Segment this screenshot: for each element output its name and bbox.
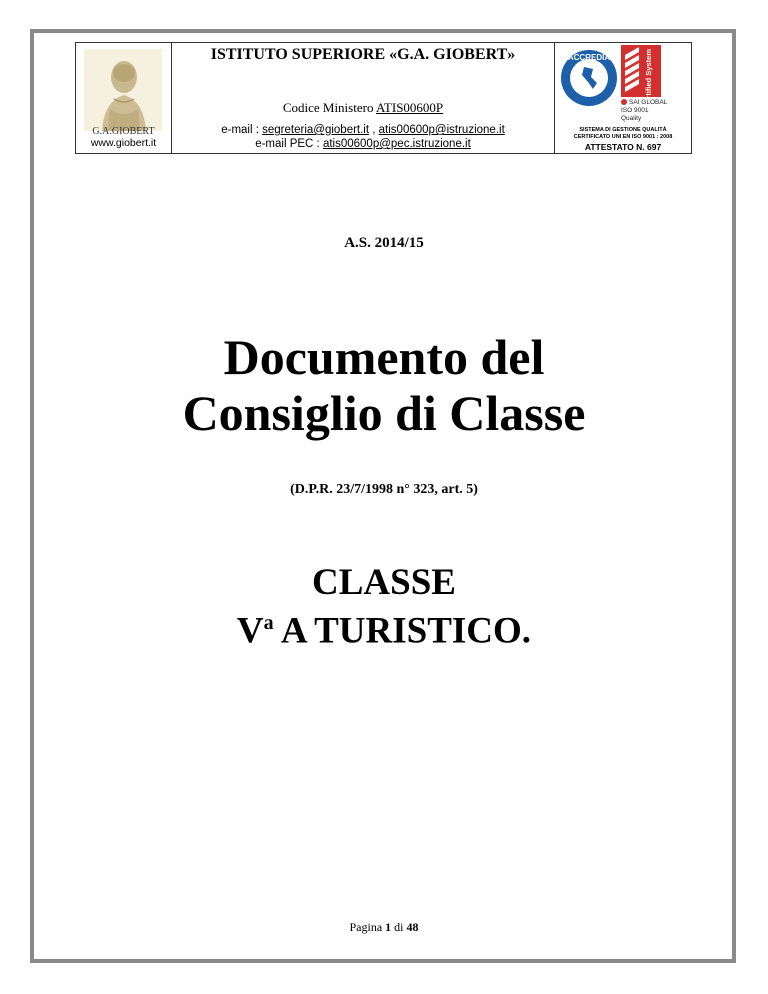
- certified-system-label: Certified System: [644, 49, 653, 109]
- document-title-line2: Consiglio di Classe: [182, 385, 586, 441]
- document-title: [0, 329, 768, 441]
- class-heading-line1: CLASSE: [312, 562, 456, 603]
- logo-caption: G.A.GIOBERT: [92, 126, 155, 137]
- email-separator: ,: [369, 124, 379, 136]
- iso-quality-block: [621, 99, 681, 123]
- class-ordinal-superscript: a: [263, 612, 274, 634]
- class-roman-numeral: V: [236, 610, 264, 652]
- certificate-number: ATTESTATO N. 697: [584, 142, 662, 152]
- page-number: [0, 920, 768, 935]
- certification-stripes-icon: [625, 51, 639, 91]
- email-link-istruzione[interactable]: atis00600p@istruzione.it: [378, 124, 505, 136]
- accredia-seal-icon: [560, 49, 618, 107]
- pec-label: e-mail PEC :: [255, 138, 323, 150]
- ministry-code: [172, 100, 554, 116]
- sai-global-text: SAI GLOBAL: [629, 99, 668, 106]
- legal-reference: (D.P.R. 23/7/1998 n° 323, art. 5): [290, 482, 478, 497]
- institute-name: ISTITUTO SUPERIORE «G.A. GIOBERT»: [210, 46, 516, 63]
- svg-text:ACCREDIA: ACCREDIA: [567, 53, 611, 62]
- sai-global-dot-icon: [621, 99, 627, 105]
- school-logo-cell: [76, 43, 172, 153]
- letterhead: [75, 42, 692, 154]
- school-year: A.S. 2014/15: [344, 235, 424, 251]
- page-current: 1: [385, 920, 392, 934]
- quality-label: Quality: [621, 115, 642, 122]
- page-middle: di: [391, 920, 407, 934]
- email-label: e-mail :: [221, 124, 263, 136]
- ministry-code-value: ATIS00600P: [375, 100, 444, 115]
- bust-portrait-image: [84, 49, 162, 131]
- class-section-name: A TURISTICO.: [273, 610, 532, 652]
- page-total: 48: [406, 920, 419, 934]
- quality-system-text: [555, 127, 691, 141]
- email-line: [172, 123, 554, 137]
- quality-system-line1: SISTEMA DI GESTIONE QUALITÀ: [579, 127, 667, 133]
- iso-label: ISO 9001: [621, 107, 649, 114]
- document-title-line1: Documento del: [223, 329, 545, 385]
- ministry-code-label: Codice Ministero: [282, 100, 376, 115]
- certification-cell: [555, 43, 691, 153]
- email-link-segreteria[interactable]: segreteria@giobert.it: [262, 124, 370, 136]
- institute-info-cell: [172, 43, 555, 153]
- sai-global-label: [621, 99, 681, 107]
- quality-system-line2: CERTIFICATO UNI EN ISO 9001 : 2008: [573, 134, 673, 140]
- class-heading-line2: [0, 603, 768, 651]
- class-heading: [0, 563, 768, 651]
- pec-email-link[interactable]: atis00600p@pec.istruzione.it: [322, 138, 471, 150]
- page-prefix: Pagina: [349, 920, 386, 934]
- pec-line: [172, 137, 554, 151]
- website-link[interactable]: www.giobert.it: [90, 137, 157, 149]
